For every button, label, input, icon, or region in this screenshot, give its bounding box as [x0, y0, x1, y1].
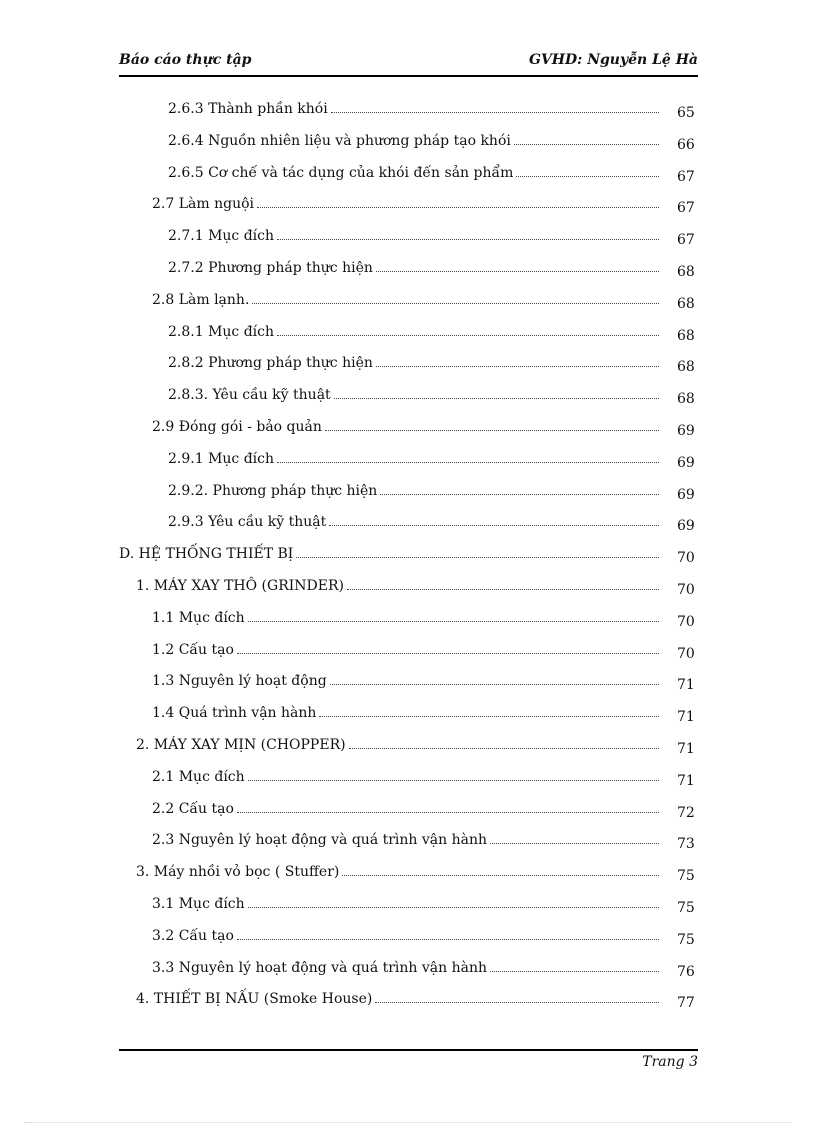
toc-entry-title: 2.8.1 Mục đích: [168, 323, 275, 340]
toc-entry-title: 2.9 Đóng gói - bảo quản: [152, 419, 322, 435]
toc-entry: [152, 642, 662, 666]
toc-dot-leader: [349, 738, 659, 749]
toc-entry-title: 2.6.4 Nguồn nhiên liệu và phương pháp tạo khói: [168, 132, 511, 149]
toc-entry-page-number: 69: [677, 518, 695, 535]
toc-dot-leader: [514, 134, 659, 145]
toc-entry-title: 3.3 Nguyên lý hoạt động và quá trình vận hành: [152, 959, 488, 976]
toc-entry-title: 3. Máy nhồi vỏ bọc ( Stuffer): [136, 864, 340, 881]
toc-entry-title: 2.9.1 Mục đích: [168, 450, 275, 467]
toc-entry-page-number: 70: [677, 645, 695, 662]
toc-entry-title: 2.6.3 Thành phần khói: [168, 101, 328, 117]
toc-entry: [136, 991, 662, 1015]
header-report-title: Báo cáo thực tập: [119, 52, 252, 68]
toc-entry-title: 1.4 Quá trình vận hành: [152, 705, 317, 722]
toc-entry-page-number: 73: [677, 836, 695, 853]
toc-dot-leader: [248, 770, 659, 781]
toc-dot-leader: [237, 643, 659, 654]
toc-entry: [168, 324, 662, 348]
toc-entry: [152, 196, 662, 220]
toc-entry: [136, 864, 662, 888]
toc-entry: [152, 928, 662, 952]
toc-dot-leader: [490, 961, 659, 972]
toc-dot-leader: [325, 420, 659, 431]
toc-entry-page-number: 70: [677, 582, 695, 598]
toc-dot-leader: [248, 611, 659, 622]
toc-dot-leader: [329, 515, 659, 526]
toc-entry-title: 2.7.2 Phương pháp thực hiện: [168, 260, 373, 276]
toc-dot-leader: [277, 452, 659, 463]
toc-entry-page-number: 71: [677, 741, 695, 757]
toc-entry-title: 2.6.5 Cơ chế và tác dụng của khói đến sản phẩm: [168, 164, 514, 181]
toc-entry-title: 1.2 Cấu tạo: [152, 641, 234, 658]
toc-entry-title: 4. THIẾT BỊ NẤU (Smoke House): [136, 991, 373, 1008]
toc-entry-page-number: 68: [677, 264, 695, 280]
toc-entry: [152, 769, 662, 793]
toc-entry-page-number: 65: [677, 105, 695, 121]
header-divider: [119, 75, 698, 77]
footer-page-number: Trang 3: [642, 1054, 698, 1070]
toc-entry: [168, 260, 662, 284]
toc-dot-leader: [376, 356, 659, 367]
toc-dot-leader: [490, 833, 659, 844]
toc-entry-title: 2.7.1 Mục đích: [168, 228, 275, 245]
toc-entry: [152, 419, 662, 443]
toc-entry: [152, 801, 662, 825]
toc-entry-title: 2.8.2 Phương pháp thực hiện: [168, 355, 373, 372]
toc-entry: [168, 451, 662, 475]
toc-entry: [152, 832, 662, 856]
toc-entry: [168, 483, 662, 507]
toc-entry-title: 2.2 Cấu tạo: [152, 800, 234, 817]
toc-entry-title: 1.1 Mục đích: [152, 609, 245, 626]
toc-entry-page-number: 68: [677, 327, 695, 344]
toc-entry: [168, 165, 662, 189]
toc-entry: [152, 705, 662, 729]
toc-entry-page-number: 69: [677, 454, 695, 471]
toc-entry: [152, 673, 662, 697]
toc-entry: [168, 387, 662, 411]
toc-dot-leader: [237, 802, 659, 813]
toc-dot-leader: [347, 579, 659, 590]
toc-dot-leader: [330, 674, 659, 685]
toc-dot-leader: [342, 865, 659, 876]
toc-entry: [152, 960, 662, 984]
toc-entry: [168, 228, 662, 252]
page-footer: [119, 1054, 698, 1074]
toc-entry-page-number: 75: [677, 868, 695, 885]
toc-entry-page-number: 69: [677, 423, 695, 439]
toc-entry-title: 2.3 Nguyên lý hoạt động và quá trình vận hành: [152, 832, 488, 849]
toc-dot-leader: [296, 547, 659, 558]
toc-entry-title: 1.3 Nguyên lý hoạt động: [152, 673, 327, 690]
toc-entry-title: 2.9.2. Phương pháp thực hiện: [168, 482, 378, 499]
toc-entry-page-number: 69: [677, 486, 695, 503]
toc-entry-title: 3.2 Cấu tạo: [152, 927, 234, 944]
toc-dot-leader: [331, 102, 659, 113]
toc-entry-page-number: 72: [677, 804, 695, 821]
toc-entry: [168, 355, 662, 379]
toc-entry-page-number: 75: [677, 900, 695, 916]
header-advisor: GVHD: Nguyễn Lệ Hà: [528, 52, 698, 68]
toc-dot-leader: [516, 166, 659, 177]
toc-entry: [136, 737, 662, 761]
toc-entry-page-number: 68: [677, 359, 695, 376]
toc-dot-leader: [257, 197, 659, 208]
toc-entry-title: 2.8.3. Yêu cầu kỹ thuật: [168, 387, 331, 404]
toc-entry-page-number: 67: [677, 232, 695, 249]
toc-entry-page-number: 70: [677, 613, 695, 630]
toc-dot-leader: [277, 325, 659, 336]
toc-entry-page-number: 67: [677, 200, 695, 217]
toc-entry-page-number: 67: [677, 168, 695, 185]
toc-entry-title: 2. MÁY XAY MỊN (CHOPPER): [136, 737, 346, 753]
toc-entry-title: 1. MÁY XAY THÔ (GRINDER): [136, 578, 344, 594]
footer-divider: [119, 1049, 698, 1051]
toc-entry-title: 2.9.3 Yêu cầu kỹ thuật: [168, 514, 327, 531]
toc-dot-leader: [252, 293, 659, 304]
toc-entry-title: 2.7 Làm nguội: [152, 196, 254, 213]
toc-dot-leader: [334, 388, 659, 399]
toc-entry: [152, 292, 662, 316]
toc-dot-leader: [380, 484, 659, 495]
toc-dot-leader: [319, 706, 659, 717]
toc-entry-page-number: 77: [677, 995, 695, 1012]
toc-entry-page-number: 70: [677, 550, 695, 567]
toc-entry: [168, 133, 662, 157]
toc-entry: [168, 514, 662, 538]
toc-entry-title: 3.1 Mục đích: [152, 896, 245, 912]
toc-dot-leader: [277, 229, 659, 240]
toc-entry-page-number: 71: [677, 709, 695, 726]
toc-entry: [136, 578, 662, 602]
toc-entry-title: 2.1 Mục đích: [152, 768, 245, 785]
toc-entry-page-number: 66: [677, 136, 695, 153]
toc-entry-page-number: 68: [677, 295, 695, 312]
toc-entry-page-number: 75: [677, 931, 695, 948]
toc-entry-title: D. HỆ THỐNG THIẾT BỊ: [119, 546, 294, 563]
toc-entry: [168, 101, 662, 125]
toc-dot-leader: [237, 929, 659, 940]
toc-entry-page-number: 71: [677, 772, 695, 789]
toc-dot-leader: [248, 897, 659, 908]
toc-dot-leader: [375, 992, 659, 1003]
toc-entry: [152, 610, 662, 634]
toc-entry: [152, 896, 662, 920]
toc-entry-title: 2.8 Làm lạnh.: [152, 291, 250, 308]
toc-dot-leader: [376, 261, 659, 272]
toc-entry-page-number: 68: [677, 391, 695, 408]
page-header: [119, 52, 698, 74]
toc-entry-page-number: 76: [677, 963, 695, 980]
toc-entry: [119, 546, 662, 570]
toc-entry-page-number: 71: [677, 677, 695, 694]
